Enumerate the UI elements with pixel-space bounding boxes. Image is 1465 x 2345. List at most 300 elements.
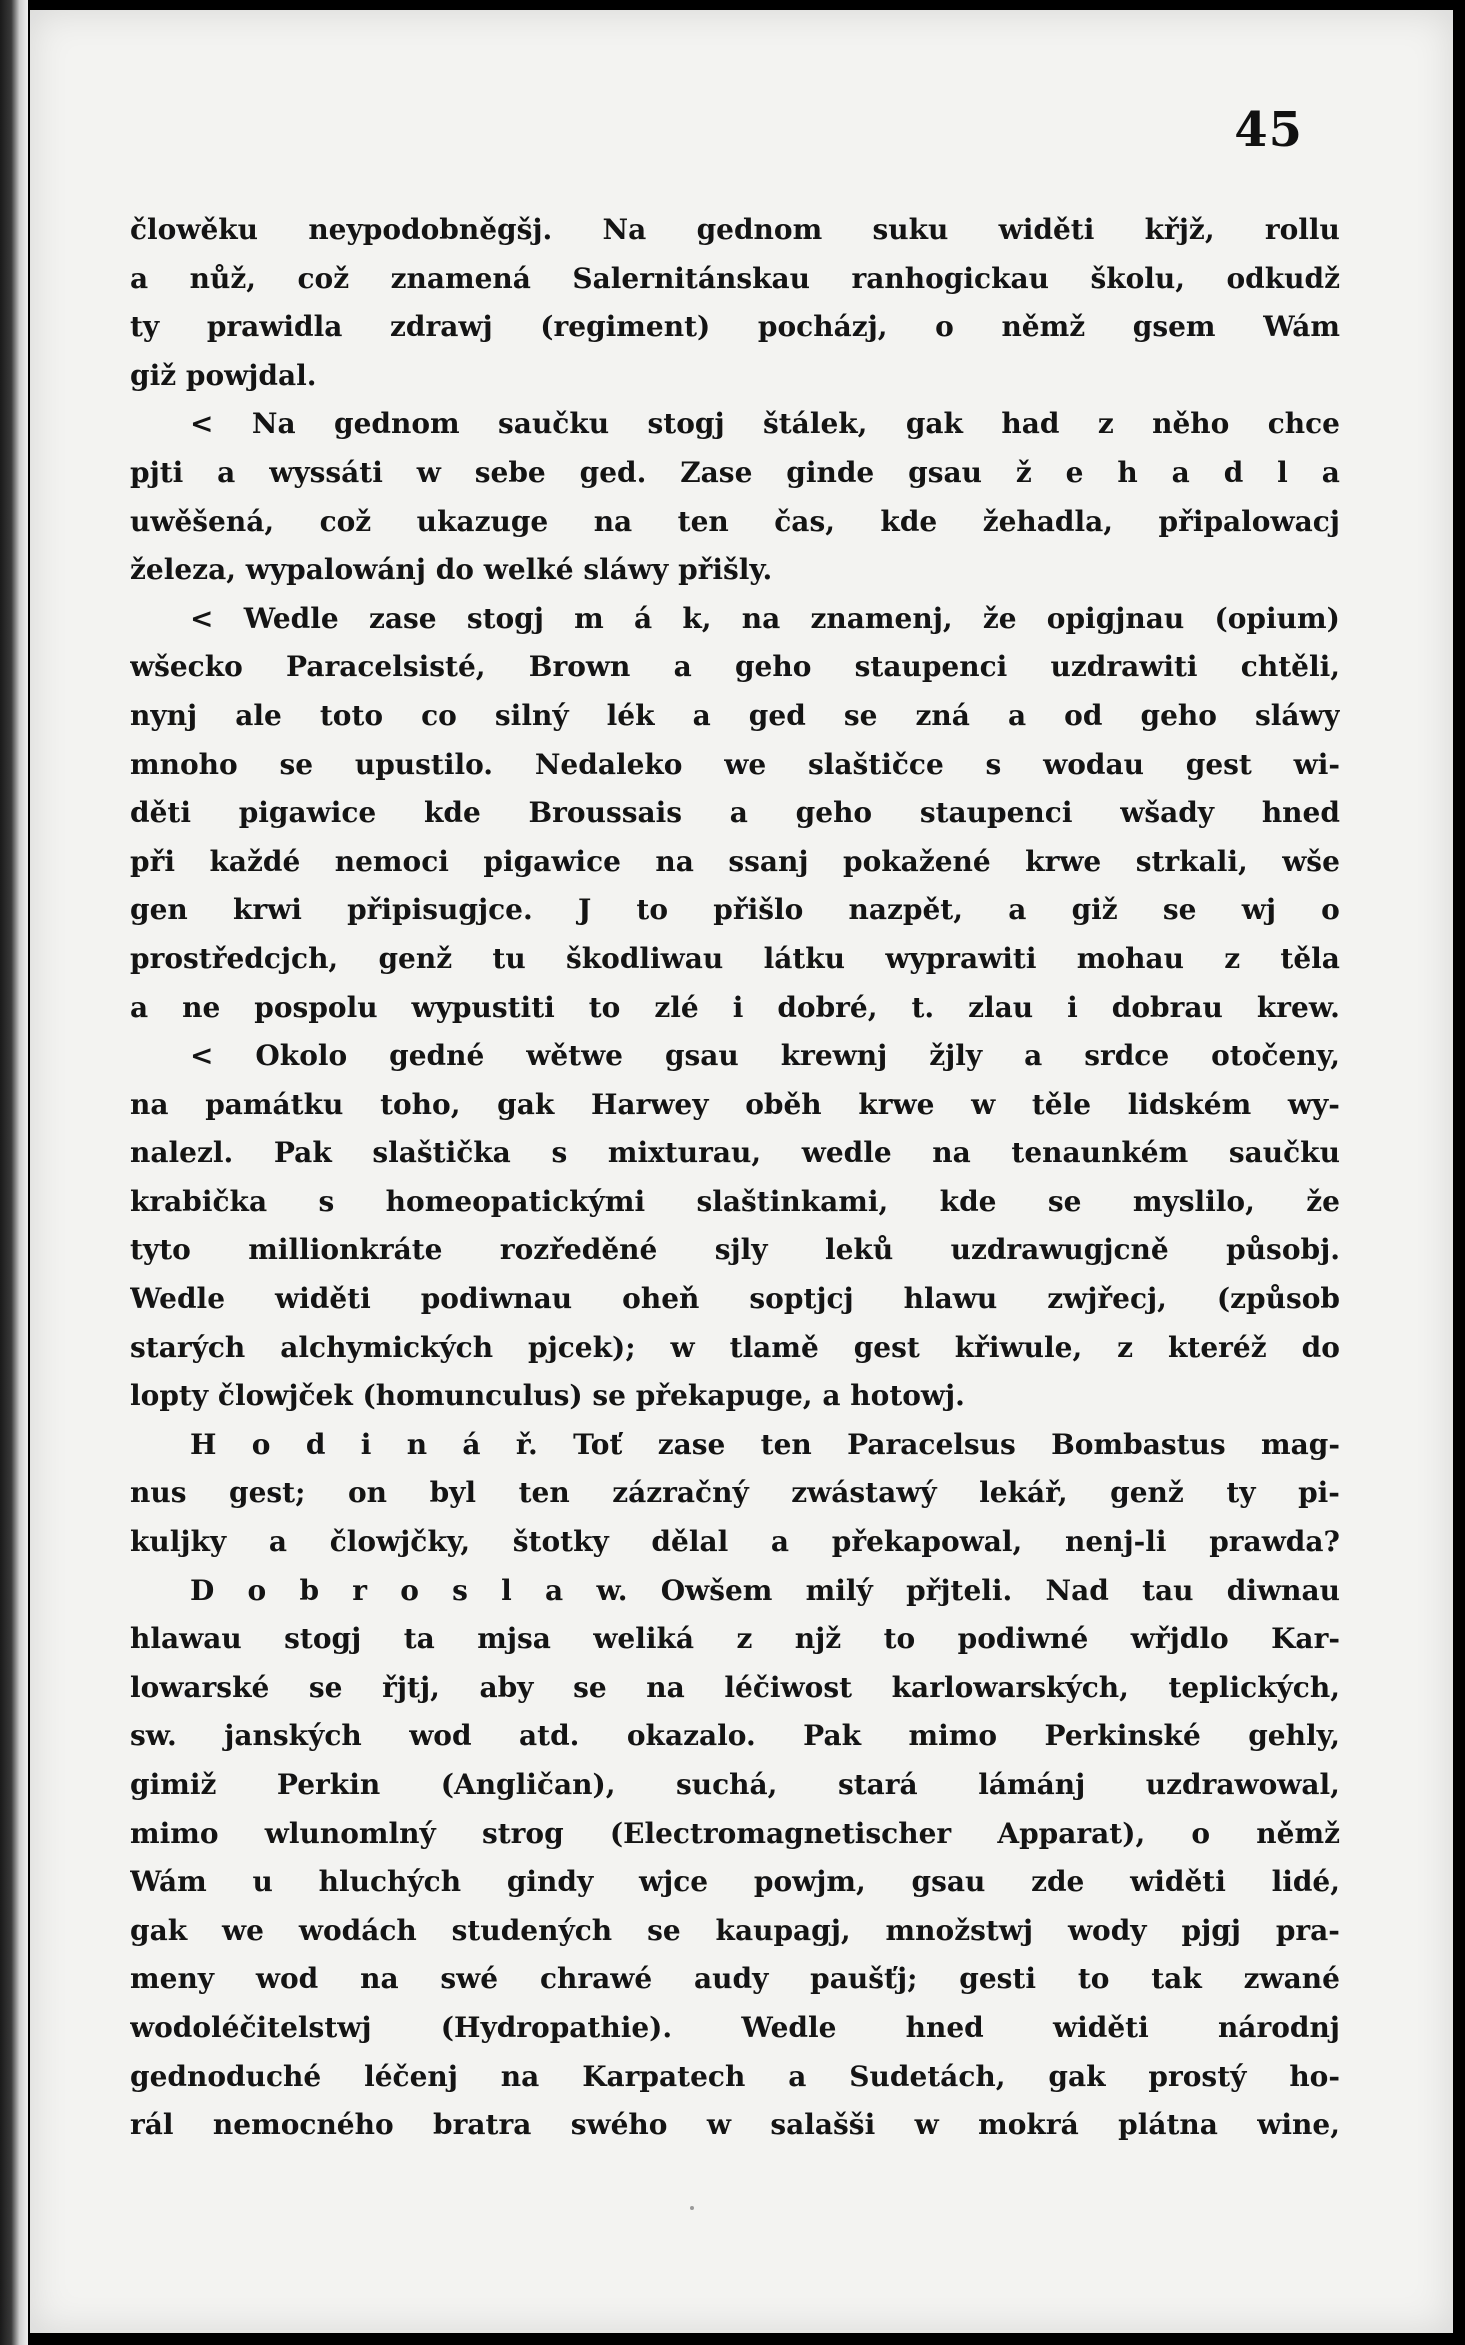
- word: diwnau: [1226, 1573, 1340, 1607]
- word: pjcek);: [528, 1330, 636, 1364]
- word: krabička: [130, 1184, 268, 1218]
- word: rozředěné: [499, 1233, 658, 1267]
- word: němž: [1256, 1816, 1340, 1850]
- word: kde: [939, 1184, 997, 1218]
- word: památku: [205, 1087, 344, 1121]
- text-line: [130, 643, 1340, 692]
- word: to: [883, 1622, 916, 1656]
- word: soptjcj: [749, 1282, 854, 1316]
- word: wřjdlo: [1130, 1622, 1229, 1656]
- word: Perkinské: [1044, 1719, 1201, 1753]
- word: léčiwost: [724, 1670, 853, 1704]
- word: janských: [224, 1719, 362, 1753]
- word: wody: [1067, 1913, 1147, 1947]
- word: ten: [760, 1427, 812, 1461]
- word: D: [190, 1573, 215, 1607]
- word: štálek,: [762, 407, 868, 441]
- word: wodoléčitelstwj: [130, 2010, 372, 2044]
- text-line: [130, 352, 1340, 401]
- word: gen: [130, 893, 188, 927]
- word: stogj: [284, 1622, 362, 1656]
- word: s: [318, 1184, 335, 1218]
- word: on: [347, 1476, 388, 1510]
- word: hned: [1261, 796, 1340, 830]
- word: wy-: [1287, 1087, 1340, 1121]
- text-line: [130, 1372, 1340, 1421]
- word: wine,: [1257, 2108, 1340, 2142]
- word: podiwné: [957, 1622, 1089, 1656]
- word: látku: [763, 941, 846, 975]
- word: <: [190, 1039, 214, 1073]
- word: žehadla,: [982, 504, 1114, 538]
- word: d: [305, 1427, 326, 1461]
- word: sláwy: [1255, 698, 1340, 732]
- word: Toť: [573, 1427, 623, 1461]
- word: wšecko: [130, 650, 243, 684]
- word: se: [592, 1379, 626, 1413]
- word: při: [130, 844, 175, 878]
- word: gednom: [696, 213, 823, 246]
- word: meny: [130, 1962, 215, 1996]
- word: srdce: [1084, 1039, 1170, 1073]
- word: se: [308, 1670, 343, 1704]
- word: rollu: [1264, 213, 1340, 246]
- word: dělal: [651, 1525, 729, 1559]
- word: wšady: [1120, 796, 1215, 830]
- body-text: [130, 206, 1340, 2150]
- word: gest: [1185, 747, 1252, 781]
- word: stogj: [647, 407, 725, 441]
- word: wše: [1282, 844, 1340, 878]
- word: krwe: [858, 1087, 935, 1121]
- word: a: [1008, 893, 1027, 927]
- word: rál: [130, 2108, 174, 2142]
- word: gak: [1048, 2059, 1106, 2093]
- word: pjgj: [1181, 1913, 1241, 1947]
- word: weliká: [593, 1622, 695, 1656]
- word: což: [297, 261, 350, 295]
- word: a: [788, 2059, 807, 2093]
- word: i: [1067, 990, 1078, 1024]
- word: á: [634, 601, 653, 635]
- text-line: [130, 1810, 1340, 1859]
- text-line: [130, 1712, 1340, 1761]
- word: h: [1117, 455, 1138, 489]
- word: staupenci: [854, 650, 1008, 684]
- word: aby: [479, 1670, 534, 1704]
- word: štotky: [512, 1525, 609, 1559]
- word: zlau: [968, 990, 1034, 1024]
- word: Karpatech: [582, 2059, 746, 2093]
- word: školu,: [1090, 261, 1186, 295]
- word: nemocného: [212, 2108, 394, 2142]
- word: alchymických: [280, 1330, 494, 1364]
- word: překapuge,: [635, 1379, 813, 1413]
- word: křjž,: [1144, 213, 1215, 246]
- word: salašši: [770, 2108, 876, 2142]
- word: lopty: [130, 1379, 209, 1413]
- word: ta: [403, 1622, 435, 1656]
- word: wlunomlný: [264, 1816, 436, 1850]
- word: těle: [1031, 1087, 1092, 1121]
- word: stará: [837, 1768, 918, 1801]
- word: z: [736, 1622, 753, 1656]
- text-line: [130, 546, 1340, 595]
- word: widěti: [1130, 1865, 1226, 1899]
- word: na: [360, 1962, 399, 1996]
- text-line: [130, 1469, 1340, 1518]
- word: zná: [915, 698, 970, 732]
- word: lék: [606, 698, 655, 732]
- text-line: [130, 741, 1340, 790]
- word: (způsob: [1216, 1282, 1340, 1316]
- word: wjce: [639, 1865, 709, 1899]
- text-line: [130, 1664, 1340, 1713]
- word: Na: [602, 213, 647, 246]
- word: na: [646, 1670, 685, 1704]
- word: a: [673, 650, 692, 684]
- word: Paracelsisté,: [286, 650, 486, 684]
- word: a: [268, 1525, 288, 1559]
- word: zwané: [1243, 1962, 1340, 1996]
- word: widěti: [1053, 2010, 1149, 2044]
- word: že: [1306, 1184, 1340, 1218]
- word: Broussais: [528, 796, 683, 830]
- word: nemoci: [334, 844, 449, 878]
- text-line: [130, 692, 1340, 741]
- word: chtěli,: [1240, 650, 1340, 684]
- word: Salernitánskau: [572, 261, 811, 295]
- word: gehly,: [1248, 1719, 1340, 1753]
- word: Bombastus: [1051, 1427, 1226, 1461]
- text-line: [130, 984, 1340, 1033]
- word: tenaunkém: [1011, 1136, 1189, 1170]
- word: Owšem: [660, 1573, 773, 1607]
- word: každé: [209, 844, 301, 878]
- word: studených: [451, 1913, 613, 1947]
- word: řjtj,: [382, 1670, 440, 1704]
- word: pra-: [1275, 1913, 1340, 1947]
- word: kuljky: [130, 1525, 227, 1559]
- text-line: [130, 2053, 1340, 2102]
- word: se: [647, 1913, 681, 1947]
- word: wypalowánj: [245, 553, 426, 587]
- word: z: [1224, 941, 1241, 975]
- word: zwástawý: [791, 1476, 937, 1510]
- word: l: [501, 1573, 512, 1607]
- word: tak: [1151, 1962, 1202, 1996]
- word: co: [421, 698, 457, 732]
- text-line: [130, 789, 1340, 838]
- text-line: [130, 2101, 1340, 2150]
- word: zde: [1031, 1865, 1085, 1899]
- word: a: [1007, 698, 1027, 732]
- word: s: [452, 1573, 468, 1607]
- word: stogj: [466, 601, 544, 635]
- word: sw.: [130, 1719, 177, 1753]
- word: swé: [440, 1962, 499, 1996]
- word: swého: [570, 2108, 668, 2142]
- word: kteréž: [1168, 1330, 1267, 1364]
- word: ginde: [786, 455, 875, 489]
- word: od: [1064, 698, 1103, 732]
- word: geho: [1140, 698, 1217, 732]
- text-line: [130, 498, 1340, 547]
- text-line: [130, 2004, 1340, 2053]
- word: gsau: [908, 455, 982, 489]
- word: prawidla: [206, 310, 343, 344]
- word: wi-: [1293, 747, 1340, 781]
- word: kaupagj,: [715, 1913, 851, 1947]
- word: bratra: [433, 2108, 532, 2142]
- text-line: [130, 838, 1340, 887]
- word: pocházj,: [757, 310, 888, 344]
- word: nazpět,: [848, 893, 963, 927]
- word: krwi: [232, 893, 302, 927]
- word: Nedaleko: [534, 747, 683, 781]
- word: karlowarských,: [891, 1670, 1129, 1704]
- word: z: [1117, 1330, 1134, 1364]
- text-line: [130, 1032, 1340, 1081]
- word: Perkin: [276, 1768, 381, 1801]
- word: mixturau,: [607, 1136, 762, 1170]
- word: Wám: [1263, 310, 1340, 344]
- word: o: [935, 310, 954, 344]
- word: milý: [805, 1573, 873, 1607]
- word: s: [551, 1136, 568, 1170]
- word: a: [130, 261, 149, 295]
- word: (Electromagnetischer: [609, 1816, 952, 1850]
- word: zázračný: [612, 1476, 749, 1510]
- word: Pak: [803, 1719, 862, 1753]
- word: ho-: [1289, 2059, 1340, 2093]
- word: krew.: [1256, 990, 1340, 1024]
- word: (opium): [1214, 601, 1340, 635]
- word: slaštičce: [807, 747, 944, 781]
- word: s: [985, 747, 1002, 781]
- word: na: [500, 2059, 540, 2093]
- word: d: [1223, 455, 1244, 489]
- word: gednom: [334, 407, 460, 441]
- word: wětwe: [526, 1039, 623, 1073]
- word: paušťj;: [810, 1962, 918, 1996]
- word: ne: [182, 990, 221, 1024]
- word: myslilo,: [1132, 1184, 1255, 1218]
- word: nynj: [130, 698, 198, 732]
- word: powjm,: [753, 1865, 866, 1899]
- word: mag-: [1260, 1427, 1340, 1461]
- word: wodách: [298, 1913, 417, 1947]
- word: dobré,: [777, 990, 878, 1024]
- word: zlé: [654, 990, 699, 1024]
- word: nalezl.: [130, 1136, 234, 1170]
- word: t.: [911, 990, 935, 1024]
- word: kde: [880, 504, 938, 538]
- word: se: [1047, 1184, 1082, 1218]
- word: ukazuge: [416, 504, 549, 538]
- word: Na: [251, 407, 296, 441]
- word: silný: [494, 698, 569, 732]
- word: njž: [794, 1622, 842, 1656]
- word: k,: [682, 601, 712, 635]
- word: hned: [905, 2010, 984, 2044]
- text-line: [130, 1615, 1340, 1664]
- word: Wedle: [741, 2010, 837, 2044]
- word: wypustiti: [411, 990, 555, 1024]
- word: i: [732, 990, 744, 1024]
- word: homeopatickými: [385, 1184, 646, 1218]
- word: podiwnau: [420, 1282, 573, 1316]
- word: hlawau: [130, 1622, 242, 1656]
- text-line: [130, 1907, 1340, 1956]
- word: že: [982, 601, 1017, 635]
- word: tyto: [130, 1233, 191, 1267]
- word: ale: [235, 698, 282, 732]
- book-page: [30, 10, 1453, 2333]
- word: o: [400, 1573, 419, 1607]
- word: strkali,: [1135, 844, 1248, 878]
- word: mohau: [1076, 941, 1184, 975]
- word: wodau: [1043, 747, 1144, 781]
- text-line: [130, 1858, 1340, 1907]
- word: m: [574, 601, 604, 635]
- word: dobrau: [1111, 990, 1223, 1024]
- word: teplických,: [1168, 1670, 1340, 1704]
- word: zase: [657, 1427, 726, 1461]
- word: hotowj.: [850, 1379, 965, 1413]
- word: a: [1321, 455, 1340, 489]
- text-line: [130, 1421, 1340, 1470]
- word: lekář,: [979, 1476, 1068, 1510]
- word: Wedle: [130, 1282, 226, 1316]
- word: přišlo: [713, 893, 804, 927]
- word: a: [1171, 455, 1190, 489]
- word: prostředcjch,: [130, 941, 339, 975]
- word: Wám: [130, 1865, 207, 1899]
- word: a: [692, 698, 711, 732]
- text-line: [130, 1226, 1340, 1275]
- word: gak: [905, 407, 963, 441]
- word: gest;: [229, 1476, 306, 1510]
- word: Apparat),: [997, 1816, 1146, 1850]
- word: z: [1097, 407, 1114, 441]
- word: neypodobněgšj.: [308, 213, 553, 246]
- word: pigawice: [483, 844, 621, 878]
- word: (Angličan),: [440, 1768, 616, 1801]
- word: otočeny,: [1211, 1039, 1340, 1073]
- word: přišly.: [678, 553, 773, 587]
- word: o: [251, 1427, 271, 1461]
- word: toto: [319, 698, 384, 732]
- word: krwe: [1025, 844, 1102, 878]
- word: působj.: [1226, 1233, 1340, 1267]
- word: a: [822, 1379, 841, 1413]
- word: n: [406, 1427, 428, 1461]
- text-line: [130, 1275, 1340, 1324]
- word: w: [670, 1330, 695, 1364]
- word: nenj-li: [1064, 1525, 1167, 1559]
- word: atd.: [519, 1719, 580, 1753]
- word: oběh: [745, 1087, 822, 1121]
- word: b: [299, 1573, 320, 1607]
- word: giž: [130, 358, 177, 392]
- text-line: [130, 1178, 1340, 1227]
- word: (Hydropathie).: [440, 2010, 673, 2044]
- word: zase: [368, 601, 437, 635]
- word: w: [971, 1087, 996, 1121]
- text-line: [130, 449, 1340, 498]
- word: znamená: [390, 261, 531, 295]
- word: žjly: [929, 1039, 983, 1073]
- word: tlamě: [729, 1330, 819, 1364]
- word: saučku: [498, 407, 610, 441]
- word: pjti: [130, 455, 184, 489]
- word: se: [843, 698, 878, 732]
- word: r: [352, 1573, 368, 1607]
- word: gimiž: [130, 1768, 217, 1801]
- word: ssanj: [728, 844, 809, 878]
- page-number: 45: [1234, 102, 1303, 158]
- word: gak: [497, 1087, 555, 1121]
- word: Harwey: [590, 1087, 709, 1121]
- word: prostý: [1148, 2059, 1247, 2093]
- word: <: [190, 407, 214, 441]
- word: welké: [483, 553, 574, 587]
- word: wod: [409, 1719, 472, 1753]
- word: plátna: [1118, 2108, 1218, 2142]
- word: ged.: [579, 455, 647, 489]
- word: nůž,: [189, 261, 256, 295]
- text-line: [130, 255, 1340, 304]
- word: widěti: [998, 213, 1095, 246]
- text-line: [130, 886, 1340, 935]
- word: geho: [734, 650, 812, 684]
- word: krewnj: [780, 1039, 888, 1073]
- word: ten: [677, 504, 729, 538]
- word: we: [222, 1913, 264, 1947]
- word: pigawice: [238, 796, 377, 830]
- word: byl: [429, 1476, 477, 1510]
- word: opigjnau: [1046, 601, 1185, 635]
- word: a: [217, 455, 236, 489]
- word: suku: [872, 213, 949, 246]
- word: Zase: [680, 455, 753, 489]
- word: národnj: [1217, 2010, 1340, 2044]
- word: powjdal.: [185, 358, 317, 392]
- word: to: [1077, 1962, 1110, 1996]
- word: do: [1301, 1330, 1340, 1364]
- word: ž: [1015, 455, 1032, 489]
- text-line: [130, 1567, 1340, 1616]
- word: sláwy: [583, 553, 669, 587]
- word: suchá,: [675, 1768, 778, 1801]
- word: léčenj: [364, 2059, 458, 2093]
- word: pospolu: [254, 990, 378, 1024]
- text-line: [130, 400, 1340, 449]
- word: staupenci: [919, 796, 1073, 830]
- word: slaštička: [372, 1136, 511, 1170]
- word: to: [636, 893, 669, 927]
- word: wyssáti: [269, 455, 383, 489]
- word: na: [130, 1087, 169, 1121]
- word: saučku: [1228, 1136, 1340, 1170]
- word: sebe: [474, 455, 546, 489]
- word: u: [252, 1865, 273, 1899]
- word: se: [1162, 893, 1197, 927]
- word: uzdrawugjcně: [950, 1233, 1169, 1267]
- text-line: [130, 1761, 1340, 1810]
- word: we: [724, 747, 767, 781]
